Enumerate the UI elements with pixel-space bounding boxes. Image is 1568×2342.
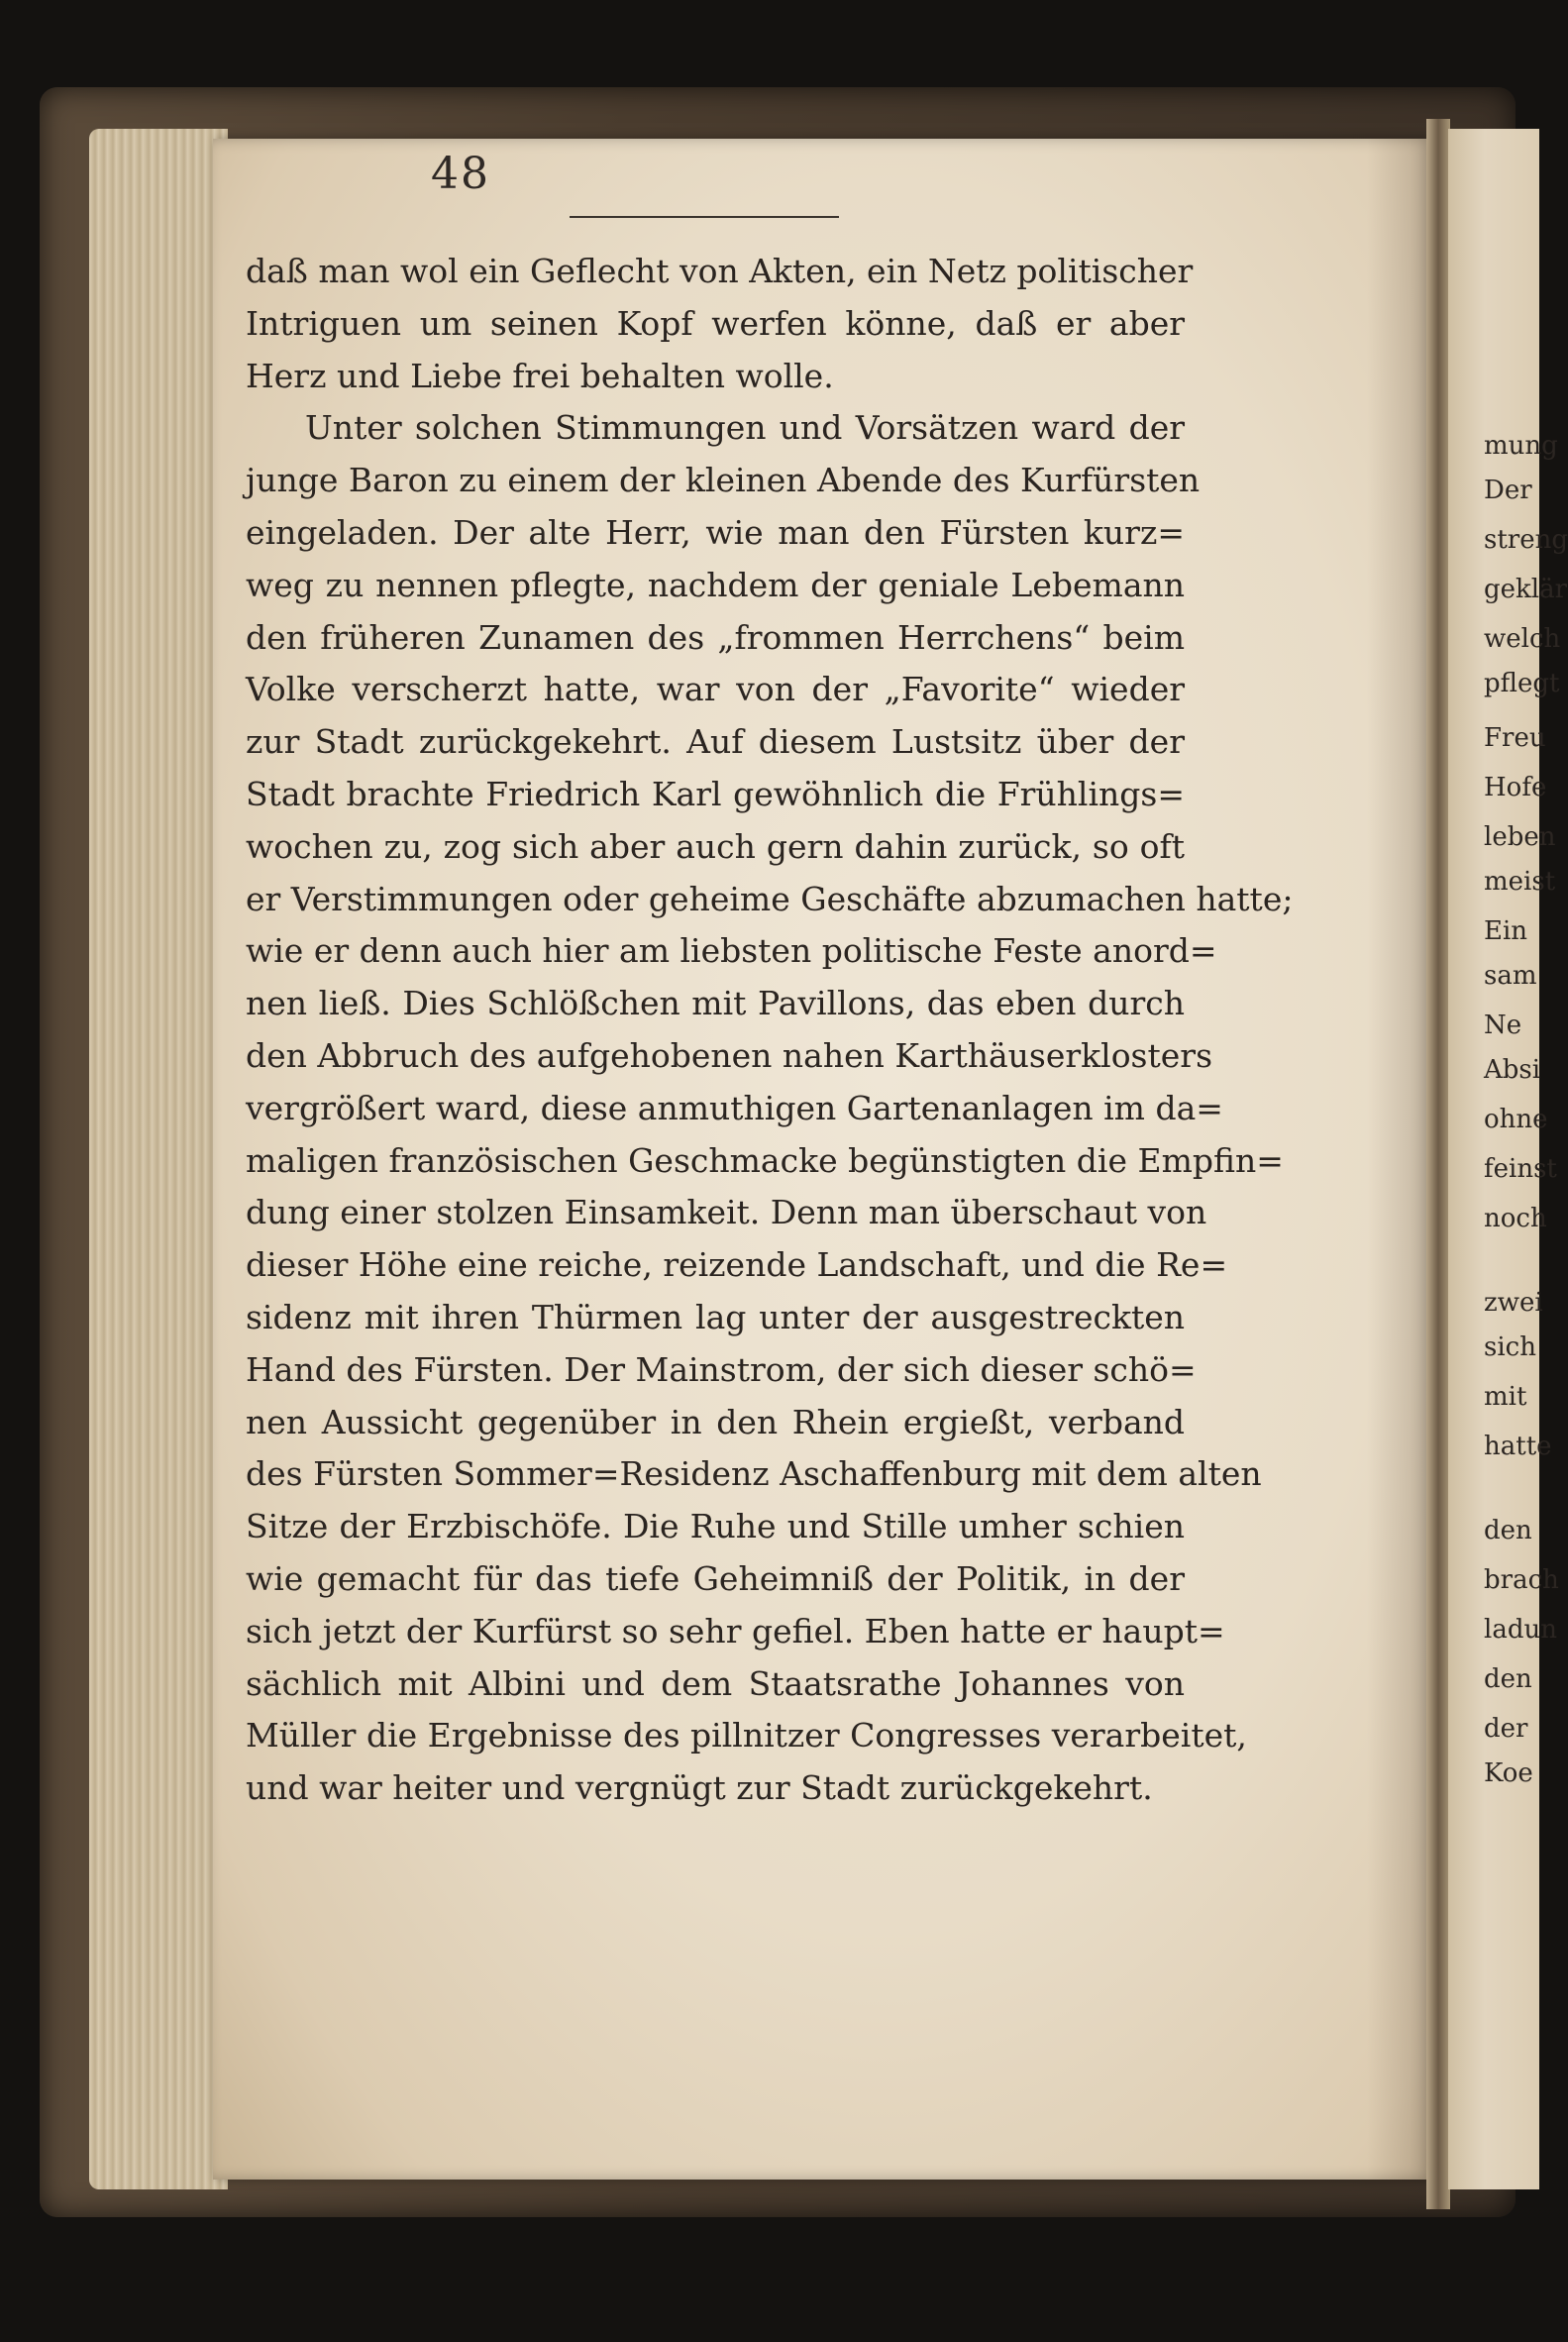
right-page-word: sam bbox=[1484, 961, 1537, 991]
right-page-fragment bbox=[1448, 129, 1568, 2189]
right-page-word: pflegt bbox=[1484, 669, 1560, 698]
text-line: den Abbruch des aufgehobenen nahen Karthäuserklosters bbox=[246, 1035, 1212, 1075]
text-line: vergrößert ward, diese anmuthigen Gartenanlagen im da= bbox=[246, 1088, 1223, 1127]
text-line: und war heiter und vergnügt zur Stadt zurückgekehrt. bbox=[246, 1768, 1153, 1808]
right-page-word: ohne bbox=[1484, 1105, 1548, 1134]
right-page-word: Ein bbox=[1484, 916, 1528, 946]
right-page-word: geklär bbox=[1484, 575, 1568, 604]
text-line: zur Stadt zurückgekehrt. Auf diesem Lustsitz über der bbox=[246, 722, 1185, 762]
page-stack-edge bbox=[89, 129, 228, 2189]
right-page-word: Der bbox=[1484, 476, 1532, 505]
header-rule bbox=[570, 216, 839, 218]
right-page-word: den bbox=[1484, 1664, 1532, 1694]
text-line: junge Baron zu einem der kleinen Abende des Kurfürsten bbox=[246, 461, 1201, 500]
text-line: maligen französischen Geschmacke begünstigten die Empfin= bbox=[246, 1140, 1284, 1180]
text-line: er Verstimmungen oder geheime Geschäfte abzumachen hatte; bbox=[246, 879, 1294, 918]
right-page-word: den bbox=[1484, 1516, 1532, 1545]
text-line: daß man wol ein Geflecht von Akten, ein Netz politischer bbox=[246, 252, 1194, 290]
text-line: Müller die Ergebnisse des pillnitzer Congresses verarbeitet, bbox=[246, 1716, 1247, 1756]
text-line: Unter solchen Stimmungen und Vorsätzen ward der bbox=[305, 408, 1185, 448]
right-page-word: sich bbox=[1484, 1332, 1536, 1362]
right-page-word: zwei bbox=[1484, 1288, 1543, 1318]
right-page-word: der bbox=[1484, 1714, 1528, 1744]
text-line: Stadt brachte Friedrich Karl gewöhnlich die Frühlings= bbox=[246, 774, 1185, 813]
right-page-word: meist bbox=[1484, 867, 1556, 897]
right-page-word: Absi bbox=[1484, 1055, 1541, 1085]
text-line: dieser Höhe eine reiche, reizende Landschaft, und die Re= bbox=[246, 1245, 1228, 1285]
right-page-word: mit bbox=[1484, 1382, 1527, 1412]
text-line: sächlich mit Albini und dem Staatsrathe Johannes von bbox=[246, 1663, 1185, 1703]
book-gutter bbox=[1426, 119, 1450, 2209]
text-line: weg zu nennen pflegte, nachdem der geniale Lebemann bbox=[246, 565, 1185, 604]
text-line: wie gemacht für das tiefe Geheimniß der Politik, in der bbox=[246, 1558, 1185, 1598]
right-page-word: Koe bbox=[1484, 1758, 1533, 1788]
right-page-word: ladun bbox=[1484, 1615, 1557, 1645]
text-line: sidenz mit ihren Thürmen lag unter der ausgestreckten bbox=[246, 1297, 1185, 1336]
text-line: nen ließ. Dies Schlößchen mit Pavillons, das eben durch bbox=[246, 984, 1185, 1023]
text-line: den früheren Zunamen des „frommen Herrchens“ beim bbox=[246, 617, 1185, 657]
text-line: dung einer stolzen Einsamkeit. Denn man überschaut von bbox=[246, 1193, 1207, 1232]
text-line: Sitze der Erzbischöfe. Die Ruhe und Stille umher schien bbox=[246, 1507, 1185, 1546]
text-line: wochen zu, zog sich aber auch gern dahin zurück, so oft bbox=[246, 826, 1185, 866]
text-line: nen Aussicht gegenüber in den Rhein ergießt, verband bbox=[246, 1402, 1185, 1441]
body-text bbox=[246, 246, 1294, 1815]
right-page-word: Hofe bbox=[1484, 773, 1547, 802]
text-line: wie er denn auch hier am liebsten politische Feste anord= bbox=[246, 931, 1217, 971]
page-number: 48 bbox=[431, 149, 490, 199]
text-line: eingeladen. Der alte Herr, wie man den Fürsten kurz= bbox=[246, 512, 1185, 552]
text-line: Hand des Fürsten. Der Mainstrom, der sich dieser schö= bbox=[246, 1349, 1197, 1389]
right-page-word: feinst bbox=[1484, 1154, 1557, 1184]
right-page-word: mung bbox=[1484, 431, 1558, 461]
right-page-word: brach bbox=[1484, 1565, 1559, 1595]
right-page-word: hatte bbox=[1484, 1432, 1552, 1461]
right-page-word: welch bbox=[1484, 624, 1561, 654]
right-page-word: noch bbox=[1484, 1204, 1547, 1233]
right-page-word: Freu bbox=[1484, 723, 1546, 753]
text-line: sich jetzt der Kurfürst so sehr gefiel. Eben hatte er haupt= bbox=[246, 1611, 1225, 1650]
text-line: des Fürsten Sommer=Residenz Aschaffenburg mit dem alten bbox=[246, 1454, 1262, 1494]
text-line: Herz und Liebe frei behalten wolle. bbox=[246, 356, 834, 395]
right-page-word: leben bbox=[1484, 822, 1556, 852]
right-page-word: Ne bbox=[1484, 1011, 1522, 1040]
text-line: Volke verscherzt hatte, war von der „Favorite“ wieder bbox=[246, 670, 1185, 709]
text-line: Intriguen um seinen Kopf werfen könne, daß er aber bbox=[246, 303, 1185, 343]
page-shade bbox=[1367, 139, 1431, 2180]
right-page-word: streng bbox=[1484, 525, 1568, 555]
